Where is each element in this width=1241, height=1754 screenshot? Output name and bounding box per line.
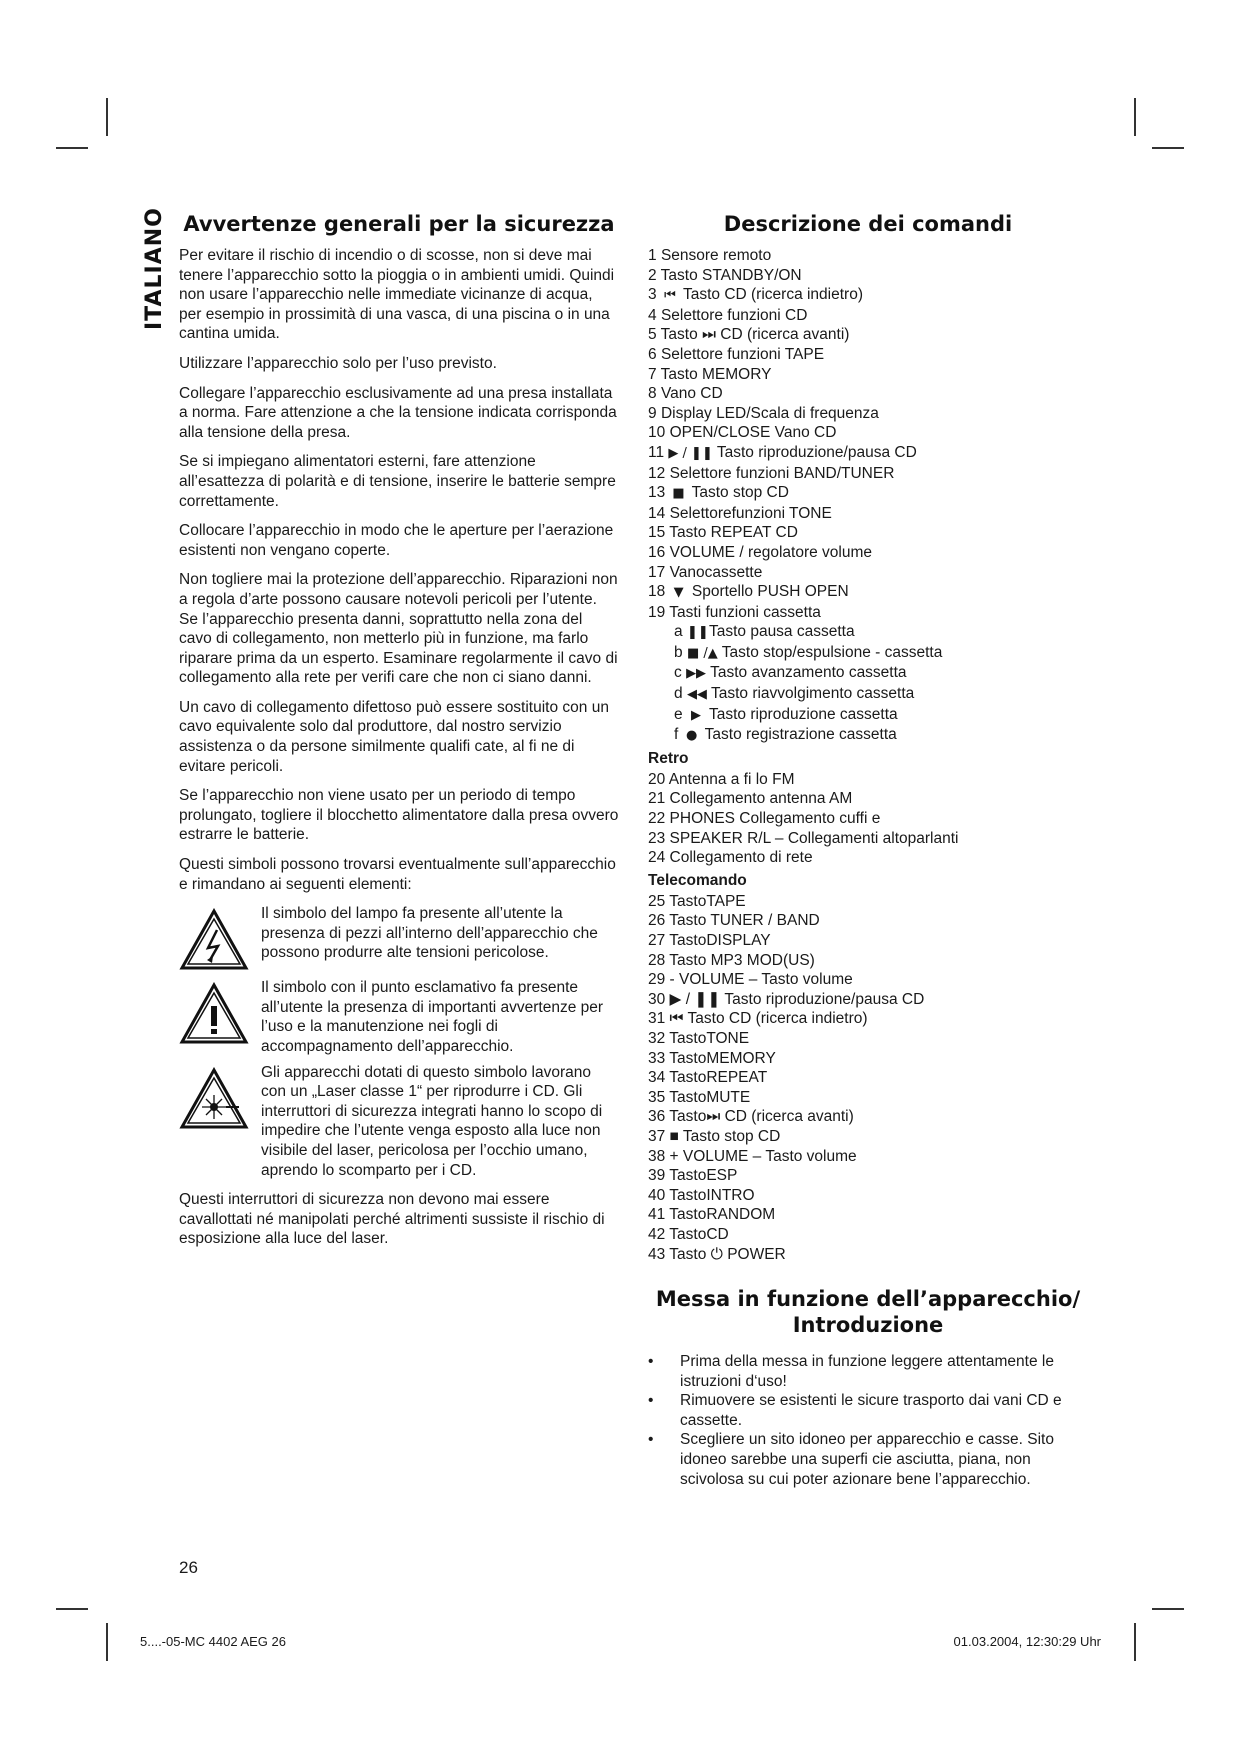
list-item: 25 TastoTAPE [648,892,746,910]
paragraph: Questi simboli possono trovarsi eventualmente sull’apparecchio e rimandano ai seguenti elementi: [179,856,616,893]
paragraph: Collocare l’apparecchio in modo che le aperture per l’aerazione esistenti non vengano coperte. [179,522,614,559]
list-item: 28 Tasto MP3 MOD(US) [648,951,815,969]
list-item: 21 Collegamento antenna AM [648,790,853,808]
list-item: 31 ⏮ Tasto CD (ricerca indietro) [648,1010,868,1028]
bullet-icon: • [648,1392,654,1410]
list-item: 10 OPEN/CLOSE Vano CD [648,424,837,442]
crop-mark [1152,147,1184,149]
list-item: 4 Selettore funzioni CD [648,306,808,324]
controls-title: Descrizione dei comandi [723,212,1013,236]
retro-list [648,770,1088,868]
warning-text: Gli apparecchi dotati di questo simbolo lavorano con un „Laser classe 1“ per riprodurre i CD. Gli interruttori di sicurezza integrati hanno lo scopo di impedire che l’utente venga esposto alla luce non visibile del laser, pericolosa per l’occhio umano, aprendo lo scomparto per i CD. [261,1063,603,1179]
paragraph: Utilizzare l’apparecchio solo per l’uso previsto. [179,354,497,372]
controls-list [648,246,1088,746]
footer-timestamp: 01.03.2004, 12:30:29 Uhr [953,1634,1101,1649]
remote-heading: Telecomando [648,871,747,889]
remote-list [648,892,1088,1264]
bullet-icon: • [648,1431,654,1449]
bullet-icon: • [648,1353,654,1371]
list-item: • Prima della messa in funzione leggere attentamente le istruzioni d‘uso! [648,1353,1054,1390]
list-item: 7 Tasto MEMORY [648,365,772,383]
list-item: 9 Display LED/Scala di frequenza [648,404,879,422]
list-item: 3 ⏮ Tasto CD (ricerca indietro) [648,285,1088,306]
list-item: 37 ■ Tasto stop CD [648,1127,781,1145]
list-item: 40 TastoINTRO [648,1186,755,1204]
list-item: 2 Tasto STANDBY/ON [648,266,802,284]
list-item: 27 TastoDISPLAY [648,932,771,949]
page-number: 26 [179,1558,198,1577]
paragraph: Non togliere mai la protezione dell’apparecchio. Riparazioni non a regola d’arte possono causare notevoli pericoli per l’utente. Se l’apparecchio presenta danni, soprattutto nella zona del cavo di collegamento, non metterlo più in funzione, ma farlo riparare prima da un esperto. Esaminare regolarmente il cavo di collegamento alla rete per verifi care che non ci siano danni. [179,571,618,687]
list-item: 30 ▶ / ❚❚ Tasto riproduzione/pausa CD [648,990,925,1008]
setup-bullets [648,1352,1088,1489]
list-item: 26 Tasto TUNER / BAND [648,912,820,930]
list-item: 41 TastoRANDOM [648,1206,776,1224]
list-item: 23 SPEAKER R/L – Collegamenti altoparlanti [648,829,959,847]
list-item: 1 Sensore remoto [648,247,772,264]
list-item: 34 TastoREPEAT [648,1069,768,1087]
paragraph: Collegare l’apparecchio esclusivamente ad una presa installata a norma. Fare attenzione a che la tensione indicata corrisponda alla tensione della presa. [179,384,617,441]
warning-text: Il simbolo del lampo fa presente all’utente la presenza di pezzi all’interno dell’apparecchio che possono produrre alte tensioni pericolose. [261,905,598,962]
list-item: 8 Vano CD [648,385,723,403]
list-item: e ▶ Tasto riproduzione cassetta [648,705,1088,726]
triangle-down-icon: ▼ [673,585,684,601]
paragraph: Questi interruttori di sicurezza non devono mai essere cavallottati né manipolati perché altrimenti sussiste il rischio di esposizione alla luce del laser. [179,1191,605,1248]
list-item: f ● Tasto registrazione cassetta [648,725,1088,746]
controls-column [648,212,1088,1489]
safety-column [179,212,619,1259]
list-item: 20 Antenna a fi lo FM [648,770,795,788]
list-item: 18 ▼ Sportello PUSH OPEN [648,582,1088,603]
crop-mark [56,147,88,149]
list-item: d ◀◀ Tasto riavvolgimento cassetta [648,684,1088,705]
stop-eject-icon: ■ /▲ [686,645,718,661]
list-item: • Rimuovere se esistenti le sicure trasporto dai vani CD e cassette. [648,1392,1062,1429]
list-item: 35 TastoMUTE [648,1088,751,1106]
setup-title: Messa in funzione dell’apparecchio/ Introduzione [655,1287,1081,1338]
record-icon: ● [685,728,698,744]
paragraph: Se si impiegano alimentatori esterni, fare attenzione all’esattezza di polarità e di tensione, inserire le batterie sempre correttamente. [179,453,616,510]
stop-icon: ■ [672,486,685,502]
list-item: 33 TastoMEMORY [648,1049,776,1067]
warning-exclamation [179,978,619,1056]
language-label: ITALIANO [142,207,167,330]
paragraph: Se l’apparecchio non viene usato per un periodo di tempo prolungato, togliere il blocchetto alimentatore dalla presa ovvero estrarre le batterie. [179,787,619,844]
warning-text: Il simbolo con il punto esclamativo fa presente all’utente la presenza di importanti avvertenze per l’uso e la manutenzione nei fogli di accompagnamento dell’apparecchio. [261,979,604,1055]
skip-back-icon: ⏮ [664,288,676,304]
list-item: c ▶▶ Tasto avanzamento cassetta [648,663,1088,684]
list-item: a ❚❚ Tasto pausa cassetta [648,622,1088,643]
retro-heading: Retro [648,749,689,767]
list-item: 22 PHONES Collegamento cuffi e [648,810,881,828]
paragraph: Per evitare il rischio di incendio o di scosse, non si deve mai tenere l’apparecchio sotto la pioggia o in ambienti umidi. Quindi non usare l’apparecchio nelle immediate vicinanze di acqua, per esempio in prossimità di una vasca, di una piscina o in una cantina umida. [179,247,615,343]
fast-forward-icon: ▶▶ [686,666,707,682]
crop-mark [106,1623,108,1661]
list-item: 42 TastoCD [648,1225,729,1243]
list-item: • Scegliere un sito idoneo per apparecchio e casse. Sito idoneo sarebbe una superfi cie asciutta, piana, non scivolosa su cui poter azionare bene l’apparecchio. [648,1431,1054,1488]
list-item: 39 TastoESP [648,1167,738,1185]
list-item: 38 + VOLUME – Tasto volume [648,1147,857,1165]
list-item: 29 - VOLUME – Tasto volume [648,971,853,989]
lightning-warning-icon [179,908,249,972]
rewind-icon: ◀◀ [686,687,707,703]
warning-laser [179,1063,619,1181]
pause-icon: ❚❚ [686,625,709,641]
list-item: 24 Collegamento di rete [648,849,813,867]
list-item: 6 Selettore funzioni TAPE [648,345,825,363]
list-item: 43 Tasto ⏻ POWER [648,1245,786,1263]
play-pause-icon: ▶ / ❚❚ [668,445,713,461]
list-item: 15 Tasto REPEAT CD [648,524,798,542]
list-item: 12 Selettore funzioni BAND/TUNER [648,464,895,482]
crop-mark [56,1608,88,1610]
list-item: 32 TastoTONE [648,1029,750,1047]
list-item: 16 VOLUME / regolatore volume [648,543,873,561]
crop-mark [106,98,108,136]
footer-file-info: 5....-05-MC 4402 AEG 26 [140,1634,286,1649]
list-item: 5 Tasto ⏭ CD (ricerca avanti) [648,326,850,344]
warning-lightning [179,904,619,972]
paragraph: Un cavo di collegamento difettoso può essere sostituito con un cavo equivalente solo dal produttore, dal nostro servizio assistenza o da persone similmente qualifi cate, al fi ne di evitare pericoli. [179,698,609,775]
laser-warning-icon [179,1067,249,1131]
list-item: 13 ■ Tasto stop CD [648,483,1088,504]
list-item: 19 Tasti funzioni cassetta [648,603,821,621]
play-icon: ▶ [690,707,701,723]
safety-title: Avvertenze generali per la sicurezza [183,212,615,236]
crop-mark [1134,1623,1136,1661]
crop-mark [1134,98,1136,136]
exclamation-warning-icon [179,982,249,1046]
list-item: 14 Selettorefunzioni TONE [648,504,832,522]
crop-mark [1152,1608,1184,1610]
list-item: 11 ▶ / ❚❚ Tasto riproduzione/pausa CD [648,443,1088,464]
list-item: b ■ /▲ Tasto stop/espulsione - cassetta [648,643,1088,664]
list-item: 17 Vanocassette [648,563,763,581]
list-item: 36 Tasto⏭ CD (ricerca avanti) [648,1108,854,1126]
